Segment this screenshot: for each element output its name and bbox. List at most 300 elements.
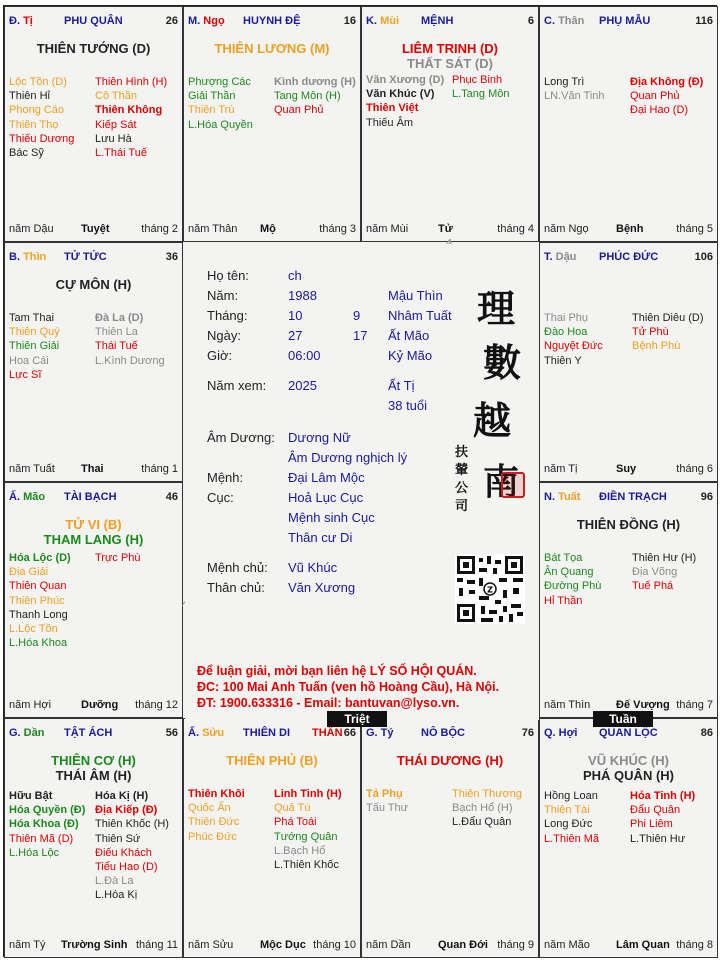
calligraphy-char-4: 南 [483,461,520,503]
info-value: 10 [288,308,303,323]
palace-header [544,251,713,265]
footer-month: tháng 5 [676,223,713,235]
footer-month: tháng 4 [497,223,534,235]
main-star: CỰ MÔN (H) [55,277,132,292]
palace-age: 36 [165,251,178,263]
footer-year: năm Dần [366,939,411,951]
minor-star: L.Thiên Mã [544,832,600,845]
minor-star: Tam Thai [9,312,55,324]
palace-footer [366,939,534,953]
qr-code-icon [455,554,525,624]
palace-age: 6 [527,15,534,27]
palace-name: THIÊN DI [243,727,291,739]
footer-stage: Quan Đới [438,939,488,951]
palace-header [9,15,178,29]
palace-footer [544,939,713,953]
amduong-label: Âm Dương: [207,430,275,445]
footer-year: năm Thìn [544,699,591,711]
minor-star: Thiên Hình (H) [95,76,168,88]
star-column-left [9,551,71,650]
main-star: VŨ KHÚC (H) [588,753,669,768]
minor-star: Thiên Đức [188,816,240,829]
calligraphy-char-1: 理 [477,286,516,331]
branch-part: Hợi [558,727,578,739]
star-column-right [630,75,703,118]
minor-star: Thiên Khôi [188,788,245,800]
minor-star: Đại Hao (D) [630,104,689,117]
palace-age: 66 [343,727,356,739]
footer-month: tháng 3 [319,223,356,235]
footer-month: tháng 1 [141,463,178,475]
footer-month: tháng 2 [141,223,178,235]
minor-star: Thiên Hư (H) [632,552,697,564]
minor-star: Cô Thần [95,90,137,103]
minor-star: L.Bạch Hổ [274,844,326,857]
minor-star: L.Kình Dương [95,354,165,367]
footer-year: năm Ngọ [544,223,589,235]
minor-star: Thiên Hỉ [9,90,50,103]
palace-name: PHU QUÂN [64,15,123,27]
branch-part: C. [544,15,559,27]
palace-name: TỬ TỨC [64,251,107,263]
palace-name: NÔ BỘC [421,727,465,739]
minor-star: Điếu Khách [95,846,152,859]
branch-part: Dần [23,727,45,739]
star-column-left [9,789,85,860]
branch-part: G. [9,727,24,739]
main-star: THIÊN TƯỚNG (D) [36,41,151,56]
minor-star: Hóa Khoa (Đ) [9,818,79,831]
menhchu-label: Mệnh chủ: [207,560,268,575]
palace-age: 16 [343,15,356,27]
minor-star: L.Hóa Quyền [188,118,253,131]
info-canchi-value: Mậu Thìn [388,288,443,303]
footer-year: năm Mão [544,939,590,951]
footer-year: năm Tý [9,939,46,951]
palace-cell-than[interactable] [539,6,718,242]
branch-part: Mùi [380,15,400,27]
minor-star: Ân Quang [544,566,594,579]
minor-star: L.Đẩu Quân [452,816,512,829]
info-value: 2025 [288,378,317,393]
minor-star: L.Thiên Hư [630,832,686,845]
red-seal-icon [501,472,525,498]
minor-star: Thiên Sứ [95,832,141,845]
branch-part: Tý [380,727,394,739]
info-canchi-value: Kỷ Mão [388,348,433,363]
palace-header [9,727,178,741]
palace-header [188,727,356,741]
minor-star: LN.Văn Tinh [544,90,605,103]
minor-star: L.Thái Tuế [95,147,147,160]
triet-tag: Triệt [327,711,387,727]
palace-footer [544,463,713,477]
star-column-left [188,75,253,132]
amduong-value-1: Dương Nữ [288,430,351,445]
branch-part: Thân [558,15,585,27]
palace-age: 56 [165,727,178,739]
palace-footer [544,223,713,237]
minor-star: Lộc Tồn (D) [9,76,67,88]
palace-age: 96 [700,491,713,503]
star-column-left [544,789,599,846]
star-column-left [544,311,603,368]
minor-star: Lưu Hà [95,132,132,145]
branch-part: K. [366,15,381,27]
palace-name: ĐIỀN TRẠCH [599,491,667,503]
minor-star: Địa Võng [632,566,678,579]
branch-part: Ấ. [9,491,24,503]
menh-value: Đại Lâm Mộc [288,470,365,485]
branch-part: Dậu [555,251,577,263]
menh-label: Mệnh: [207,470,244,485]
minor-star: Hỉ Thần [544,594,583,607]
palace-header [544,727,713,741]
star-column-right [452,787,522,830]
minor-star: Bệnh Phù [632,340,681,353]
minor-star: Hóa Quyền (Đ) [9,804,86,817]
palace-branch [9,727,44,739]
star-column-left [9,311,60,382]
info-label: Ngày: [207,328,241,343]
branch-part: N. [544,491,559,503]
star-column-right [630,789,695,846]
branch-part: Thìn [23,251,47,263]
palace-branch [188,15,225,27]
minor-star: Thiên Không [95,104,163,117]
minor-star: Thiên Tài [544,804,590,817]
minor-star: Thiên Phúc [9,594,65,607]
palace-cell-mao[interactable] [4,482,183,718]
branch-part: Tị [23,15,33,27]
palace-branch [544,727,578,739]
palace-name: MỆNH [421,15,454,27]
minor-star: Long Đức [544,818,593,831]
footer-year: năm Tuất [9,463,55,475]
minor-star: Linh Tinh (H) [274,788,342,800]
menhchu-value: Vũ Khúc [288,560,338,575]
minor-star: Văn Khúc (V) [366,88,435,101]
footer-year: năm Sửu [188,939,234,951]
footer-stage: Tuyệt [81,223,110,235]
star-column-left [366,73,444,130]
seal-char: 公 [455,481,469,496]
minor-star: L.Đà La [95,875,134,888]
minor-star: Tang Môn (H) [274,90,341,103]
minor-star: Long Trì [544,76,585,88]
minor-star: Kình dương (H) [274,76,356,88]
footer-year: năm Hợi [9,699,52,711]
minor-star: Lực Sĩ [9,368,42,381]
minor-star: Hoa Cái [9,354,49,367]
footer-month: tháng 8 [676,939,713,951]
minor-star: Quan Phủ [630,90,680,103]
minor-star: Đường Phù [544,580,602,593]
cuc-value-3: Thân cư Di [288,530,353,545]
star-column-right [95,311,165,368]
info-lunar-value: 17 [353,328,368,343]
minor-star: Thanh Long [9,608,68,621]
main-star: TỬ VI (B) [65,517,122,532]
amduong-value-2: Âm Dương nghịch lý [288,450,408,465]
branch-part: T. [544,251,556,263]
footer-month: tháng 6 [676,463,713,475]
seal-char: 司 [455,499,469,514]
company-seal-text [455,444,471,516]
main-star: THIÊN PHỦ (B) [226,753,318,768]
palace-age: 86 [700,727,713,739]
palace-header [366,15,534,29]
contact-line-1: Để luận giải, mời bạn liên hệ LÝ SỐ HỘI QUÁN. [197,664,477,678]
palace-header [544,15,713,29]
minor-star: Hóa Lộc (D) [9,552,71,564]
footer-stage: Thai [81,463,104,475]
palace-branch [544,491,580,503]
footer-month: tháng 12 [135,699,178,711]
footer-month: tháng 7 [676,699,713,711]
palace-branch [366,727,394,739]
branch-part: Đ. [9,15,24,27]
cuc-label: Cục: [207,490,234,505]
minor-star: Bạch Hổ (H) [452,802,513,815]
branch-part: Tuất [558,491,581,503]
minor-star: Thiên Y [544,354,582,367]
branch-part: M. [188,15,204,27]
center-info-panel [185,244,539,720]
cuc-value-2: Mệnh sinh Cục [288,510,375,525]
minor-star: Phi Liêm [630,818,673,831]
footer-stage: Trường Sinh [61,939,128,951]
minor-star: L.Lộc Tồn [9,623,58,636]
minor-star: Trực Phù [95,552,141,564]
footer-year: năm Dậu [9,223,54,235]
palace-name: PHỤ MẪU [599,15,651,27]
info-canchi-value: Ất Mão [388,328,430,343]
minor-star: Quan Phủ [274,104,324,117]
minor-star: Thái Tuế [95,340,138,353]
minor-star: Phá Toái [274,816,317,829]
minor-star: Hóa Kị (H) [95,790,149,802]
star-column-right [632,311,704,354]
main-star: THÁI ÂM (H) [55,768,132,783]
minor-star: Bác Sỹ [9,147,44,160]
footer-stage: Lâm Quan [616,939,670,951]
info-label: Năm xem: [207,378,267,393]
minor-star: Thiên Quan [9,580,67,593]
palace-branch [188,727,224,739]
minor-star: Đào Hoa [544,326,588,339]
palace-cell-dau[interactable] [539,242,718,482]
minor-star: Thiên Mã (D) [9,832,74,845]
contact-line-2: ĐC: 100 Mai Anh Tuấn (ven hồ Hoàng Cầu), Hà Nội. [197,680,500,694]
palace-cell-ngo[interactable] [183,6,361,242]
minor-star: Thiên Việt [366,102,419,115]
star-column-right [95,551,140,565]
palace-cell-dan[interactable] [4,718,183,958]
footer-stage: Bệnh [616,223,644,235]
palace-header [544,491,713,505]
minor-star: Thiếu Dương [9,132,75,145]
minor-star: Thiên Thương [452,788,523,800]
minor-star: Hồng Loan [544,790,598,802]
seal-char: 扶 [455,445,469,460]
palace-header [188,15,356,29]
palace-header [9,251,178,265]
palace-age: 26 [165,15,178,27]
minor-star: Giải Thần [188,90,236,103]
cuc-value-1: Hoả Lục Cục [288,490,364,505]
minor-star: Phục Binh [452,74,503,86]
branch-part: Q. [544,727,559,739]
minor-star: Văn Xương (D) [366,74,445,86]
branch-part: Ngọ [203,15,225,27]
info-canchi-value: 38 tuổi [388,398,428,413]
info-value: 27 [288,328,303,343]
palace-footer [9,463,178,477]
info-label: Tháng: [207,308,248,323]
main-star: PHÁ QUÂN (H) [583,768,674,783]
info-canchi-value: Nhâm Tuất [388,308,452,323]
footer-year: năm Thân [188,223,238,235]
star-column-right [274,787,342,872]
star-column-left [188,787,245,844]
branch-part: B. [9,251,24,263]
minor-star: Bát Tọa [544,552,583,564]
info-label: Họ tên: [207,268,249,283]
palace-footer [366,223,534,237]
minor-star: Địa Kiếp (Đ) [95,804,158,817]
palace-cell-mui[interactable] [361,6,539,242]
minor-star: Địa Không (Đ) [630,76,704,88]
footer-stage: Mộc Dục [260,939,306,951]
calligraphy-char-2: 數 [483,340,522,385]
minor-star: Thiếu Âm [366,116,414,129]
palace-cell-ty[interactable] [361,718,539,958]
main-star: THÁI DƯƠNG (H) [396,753,504,768]
minor-star: Thiên Diêu (D) [632,312,704,324]
footer-stage: Mộ [260,223,276,235]
palace-cell-thin[interactable] [4,242,183,482]
minor-star: Phong Cáo [9,104,65,117]
minor-star: Tướng Quân [274,830,338,843]
palace-branch [9,251,46,263]
main-star: THẤT SÁT (D) [407,56,493,71]
palace-branch [366,15,399,27]
palace-footer [9,223,178,237]
footer-stage: Suy [616,463,637,475]
minor-star: L.Hóa Khoa [9,637,68,650]
palace-cell-suu[interactable] [183,718,361,958]
info-value: ch [288,268,302,283]
minor-star: Thiên Quý [9,326,60,339]
palace-age: 106 [694,251,713,263]
contact-line-3: ĐT: 1900.633316 - Email: bantuvan@lyso.vn. [197,696,460,710]
palace-age: 46 [165,491,178,503]
palace-name: PHÚC ĐỨC [599,251,659,263]
palace-cell-hoi[interactable] [539,718,718,958]
star-column-right [95,789,169,903]
minor-star: Tiểu Hao (D) [95,861,158,874]
star-column-left [544,75,605,103]
branch-part: Sửu [202,727,225,739]
palace-header [9,491,178,505]
branch-part: Mão [23,491,46,503]
palace-header [366,727,534,741]
minor-star: Thiên La [95,326,138,339]
footer-stage: Đế Vượng [616,699,670,711]
minor-star: Hỏa Tinh (H) [630,790,696,802]
minor-star: Thai Phụ [544,312,589,324]
palace-branch [9,15,33,27]
palace-name: TẬT ÁCH [64,727,113,739]
palace-branch [9,491,45,503]
info-canchi-value: Ất Tị [388,378,415,393]
branch-part: G. [366,727,381,739]
main-star: LIÊM TRINH (D) [401,41,499,56]
minor-star: Quốc Ấn [188,802,231,815]
star-column-right [95,75,167,160]
main-star: THIÊN ĐỒNG (H) [576,517,681,532]
star-column-left [9,75,74,160]
minor-star: Quả Tú [274,802,311,815]
minor-star: Thiên Trù [188,104,235,117]
footer-month: tháng 10 [313,939,356,951]
palace-name: TÀI BẠCH [64,491,117,503]
minor-star: L.Thiên Khốc [274,859,339,872]
minor-star: Nguyệt Đức [544,340,603,353]
info-label: Giờ: [207,348,233,363]
horoscope-chart [3,5,717,957]
star-column-left [366,787,408,815]
than-marker: THÂN [312,727,343,739]
branch-part: Ấ. [188,727,203,739]
info-value: 1988 [288,288,317,303]
minor-star: Phúc Đức [188,830,237,843]
footer-stage: Dưỡng [81,699,119,711]
star-column-left [544,551,601,608]
palace-cell-ti[interactable] [4,6,183,242]
minor-star: Đẩu Quân [630,804,681,817]
palace-age: 116 [695,15,713,27]
minor-star: Đà La (D) [95,312,144,324]
calligraphy-char-3: 越 [473,398,512,443]
minor-star: Kiếp Sát [95,118,137,131]
seal-char: 輦 [455,463,469,478]
minor-star: Địa Giải [9,566,49,579]
main-star: THIÊN LƯƠNG (M) [214,41,330,56]
minor-star: L.Tang Môn [452,88,510,101]
footer-year: năm Tị [544,463,578,475]
palace-footer [188,939,356,953]
minor-star: Hữu Bật [9,790,53,802]
minor-star: L.Hóa Lộc [9,846,60,859]
palace-footer [188,223,356,237]
svg-text:Z: Z [487,585,493,595]
palace-cell-tuat[interactable] [539,482,718,718]
minor-star: Thiên Giải [9,340,60,353]
star-column-right [632,551,696,594]
info-value: 06:00 [288,348,321,363]
minor-star: Thiên Khốc (H) [95,818,169,831]
thanchu-value: Văn Xương [288,580,356,595]
main-star: THAM LANG (H) [43,532,144,547]
palace-footer [9,939,178,953]
palace-name: HUYNH ĐỆ [243,15,301,27]
tuan-tag: Tuần [593,711,653,727]
info-lunar-value: 9 [353,308,361,323]
footer-month: tháng 9 [497,939,534,951]
palace-age: 76 [521,727,534,739]
